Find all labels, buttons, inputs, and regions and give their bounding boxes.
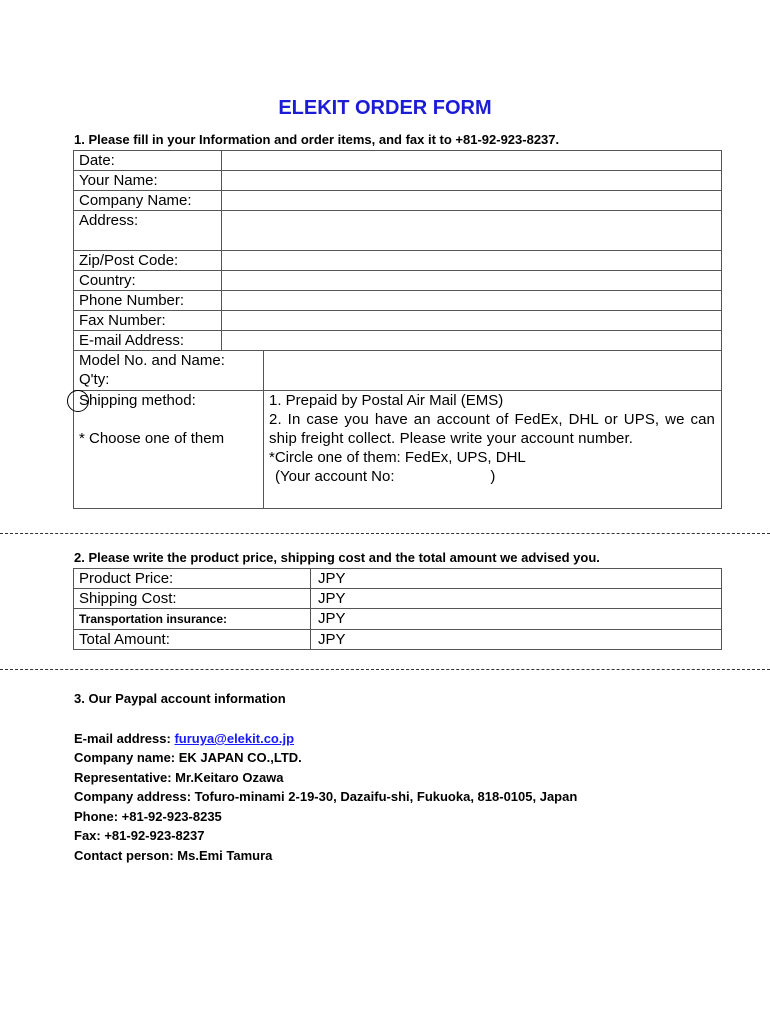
product-price-label: Product Price:	[74, 569, 311, 589]
name-label: Your Name:	[74, 171, 222, 191]
section2-heading: 2. Please write the product price, shipping cost and the total amount we advised you.	[74, 550, 600, 565]
choose-label: * Choose one of them	[79, 430, 225, 447]
insurance-label: Transportation insurance:	[74, 609, 311, 630]
shipping-label: Shipping method:	[79, 392, 196, 409]
total-amount-field[interactable]: JPY	[311, 630, 722, 650]
model-label: Model No. and Name:	[79, 352, 225, 369]
section3-heading: 3. Our Paypal account information	[74, 691, 286, 706]
cut-line-2	[0, 669, 770, 670]
name-field[interactable]	[222, 171, 722, 191]
date-field[interactable]	[222, 151, 722, 171]
page-title: ELEKIT ORDER FORM	[278, 97, 492, 119]
section1-heading: 1. Please fill in your Information and order items, and fax it to +81-92-923-8237.	[74, 132, 560, 147]
shipping-cost-label: Shipping Cost:	[74, 589, 311, 609]
shipping-cost-field[interactable]: JPY	[311, 589, 722, 609]
shipping-options-cell	[264, 391, 722, 509]
shipping-label-cell	[74, 391, 264, 509]
circle-note: *Circle one of them: FedEx, UPS, DHL	[269, 449, 526, 466]
zip-field[interactable]	[222, 251, 722, 271]
phone-line: Phone: +81-92-923-8235	[74, 809, 222, 824]
shipping-option-2: 2. In case you have an account of FedEx, DHL or UPS, we can ship freight collect. Please write your account number.	[269, 411, 715, 447]
model-qty-field[interactable]	[264, 351, 722, 391]
customer-info-table	[73, 150, 722, 509]
country-label: Country:	[74, 271, 222, 291]
address-field[interactable]	[222, 211, 722, 251]
fax-line: Fax: +81-92-923-8237	[74, 828, 205, 843]
account-no: (Your account No: )	[275, 468, 496, 485]
insurance-field[interactable]: JPY	[311, 609, 722, 630]
phone-label: Phone Number:	[74, 291, 222, 311]
product-price-field[interactable]: JPY	[311, 569, 722, 589]
email-label: E-mail Address:	[74, 331, 222, 351]
model-qty-label	[74, 351, 264, 391]
cut-line-1	[0, 533, 770, 534]
qty-label: Q'ty:	[79, 371, 110, 388]
contact-person-line: Contact person: Ms.Emi Tamura	[74, 848, 273, 863]
address-label: Address:	[74, 211, 222, 251]
paypal-email-link[interactable]: furuya@elekit.co.jp	[174, 731, 295, 746]
company-field[interactable]	[222, 191, 722, 211]
paypal-email-line	[74, 729, 294, 749]
zip-label: Zip/Post Code:	[74, 251, 222, 271]
date-label: Date:	[74, 151, 222, 171]
country-field[interactable]	[222, 271, 722, 291]
phone-field[interactable]	[222, 291, 722, 311]
price-table	[73, 568, 722, 650]
fax-field[interactable]	[222, 311, 722, 331]
company-name-line: Company name: EK JAPAN CO.,LTD.	[74, 750, 302, 765]
email-field[interactable]	[222, 331, 722, 351]
email-address-label: E-mail address:	[74, 731, 175, 746]
representative-line: Representative: Mr.Keitaro Ozawa	[74, 770, 284, 785]
selection-circle	[67, 390, 89, 412]
fax-label: Fax Number:	[74, 311, 222, 331]
company-label: Company Name:	[74, 191, 222, 211]
company-address-line: Company address: Tofuro-minami 2-19-30, Dazaifu-shi, Fukuoka, 818-0105, Japan	[74, 789, 578, 804]
total-amount-label: Total Amount:	[74, 630, 311, 650]
shipping-option-1: 1. Prepaid by Postal Air Mail (EMS)	[269, 392, 504, 409]
